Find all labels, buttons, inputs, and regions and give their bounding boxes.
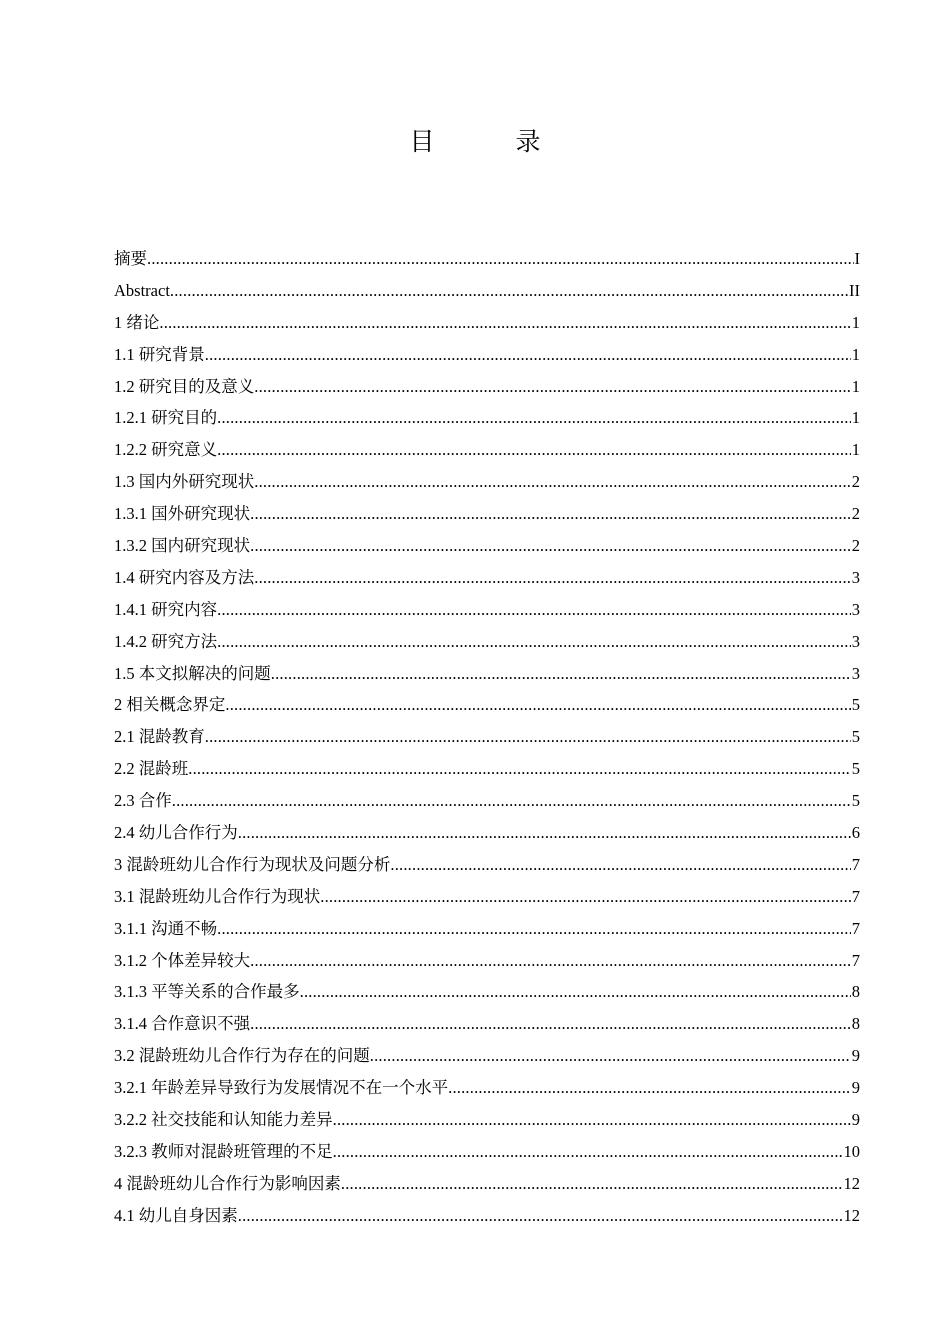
toc-dot-leader [217, 594, 851, 626]
toc-dot-leader [238, 817, 851, 849]
toc-entry-label: Abstract [114, 280, 170, 300]
toc-entry-label: 3.2 混龄班幼儿合作行为存在的问题 [114, 1046, 370, 1066]
toc-entry[interactable] [114, 1008, 860, 1040]
toc-dot-leader [250, 1008, 851, 1040]
toc-entry[interactable] [114, 721, 860, 753]
toc-dot-leader [320, 881, 851, 913]
toc-entry-page-number: 7 [851, 950, 860, 970]
toc-entry-page-number: 9 [851, 1046, 860, 1066]
toc-dot-leader [271, 658, 851, 690]
toc-dot-leader [254, 466, 851, 498]
toc-entry-label: 3.2.3 教师对混龄班管理的不足 [114, 1141, 333, 1161]
toc-entry[interactable] [114, 1104, 860, 1136]
toc-entry-label: 2.4 幼儿合作行为 [114, 823, 238, 843]
toc-entry[interactable] [114, 1136, 860, 1168]
toc-entry-page-number: 3 [851, 663, 860, 683]
toc-entry-page-number: 12 [843, 1173, 860, 1193]
toc-dot-leader [254, 562, 851, 594]
toc-dot-leader [205, 721, 851, 753]
toc-entry[interactable] [114, 243, 860, 275]
toc-entry-page-number: 1 [851, 440, 860, 460]
toc-entry-label: 1.3 国内外研究现状 [114, 472, 255, 492]
toc-entry-label: 1.2.2 研究意义 [114, 440, 218, 460]
toc-entry-label: 1.5 本文拟解决的问题 [114, 663, 271, 683]
toc-entry-page-number: 3 [851, 631, 860, 651]
toc-entry-label: 2.3 合作 [114, 791, 172, 811]
toc-entry-page-number: 7 [851, 886, 860, 906]
toc-entry-page-number: 5 [851, 791, 860, 811]
toc-entry-label: 3.1.1 沟通不畅 [114, 918, 218, 938]
toc-entry-page-number: 9 [851, 1078, 860, 1098]
toc-entry-page-number: 7 [851, 854, 860, 874]
toc-entry-page-number: 5 [851, 727, 860, 747]
toc-dot-leader [250, 530, 851, 562]
toc-entry[interactable] [114, 626, 860, 658]
toc-entry[interactable] [114, 753, 860, 785]
toc-entry-label: 1.3.2 国内研究现状 [114, 536, 251, 556]
toc-entry-page-number: 1 [851, 344, 860, 364]
toc-dot-leader [390, 849, 850, 881]
toc-entry[interactable] [114, 881, 860, 913]
toc-entry-label: 3.1.3 平等关系的合作最多 [114, 982, 300, 1002]
toc-dot-leader [159, 307, 850, 339]
toc-entry-label: 2 相关概念界定 [114, 695, 226, 715]
toc-dot-leader [250, 498, 851, 530]
toc-dot-leader [172, 785, 851, 817]
toc-entry[interactable] [114, 658, 860, 690]
toc-entry[interactable] [114, 434, 860, 466]
toc-entry-page-number: 10 [843, 1141, 860, 1161]
toc-entry-page-number: I [854, 249, 860, 268]
toc-entry-label: 2.2 混龄班 [114, 759, 189, 779]
toc-dot-leader [300, 976, 851, 1008]
toc-entry-page-number: 12 [843, 1205, 860, 1225]
toc-dot-leader [217, 913, 851, 945]
toc-entry[interactable] [114, 913, 860, 945]
toc-entry-label: 1.1 研究背景 [114, 344, 205, 364]
toc-entry-label: 1.2.1 研究目的 [114, 408, 218, 428]
toc-entry[interactable] [114, 785, 860, 817]
toc-entry-label: 2.1 混龄教育 [114, 727, 205, 747]
toc-entry[interactable] [114, 849, 860, 881]
toc-entry-label: 3.1 混龄班幼儿合作行为现状 [114, 886, 321, 906]
toc-entry-label: 1.4.2 研究方法 [114, 631, 218, 651]
toc-entry-page-number: 1 [851, 376, 860, 396]
toc-entry[interactable] [114, 1168, 860, 1200]
toc-entry-label: 1 绪论 [114, 312, 160, 332]
toc-dot-leader [370, 1040, 851, 1072]
toc-entry-label: 3.2.2 社交技能和认知能力差异 [114, 1110, 333, 1130]
toc-entry[interactable] [114, 1200, 860, 1232]
toc-dot-leader [217, 434, 851, 466]
toc-entry-page-number: 6 [851, 823, 860, 843]
table-of-contents [114, 243, 860, 1232]
toc-entry-page-number: 8 [851, 1014, 860, 1034]
toc-entry[interactable] [114, 466, 860, 498]
toc-entry[interactable] [114, 562, 860, 594]
toc-entry-label: 1.4 研究内容及方法 [114, 567, 255, 587]
toc-entry-label: 3 混龄班幼儿合作行为现状及问题分析 [114, 854, 391, 874]
toc-dot-leader [205, 339, 851, 371]
toc-entry-label: 摘要 [114, 249, 147, 268]
toc-entry-page-number: 2 [851, 536, 860, 556]
toc-dot-leader [448, 1072, 851, 1104]
toc-entry-page-number: 2 [851, 472, 860, 492]
toc-dot-leader [250, 945, 851, 977]
toc-entry[interactable] [114, 307, 860, 339]
toc-entry-page-number: 1 [851, 312, 860, 332]
toc-entry[interactable] [114, 594, 860, 626]
toc-dot-leader [217, 402, 851, 434]
toc-dot-leader [225, 689, 850, 721]
toc-entry-label: 4.1 幼儿自身因素 [114, 1205, 238, 1225]
toc-entry-label: 4 混龄班幼儿合作行为影响因素 [114, 1173, 341, 1193]
toc-entry[interactable] [114, 817, 860, 849]
toc-entry-page-number: 7 [851, 918, 860, 938]
toc-dot-leader [147, 243, 854, 275]
toc-entry[interactable] [114, 1040, 860, 1072]
toc-entry-page-number: 3 [851, 599, 860, 619]
toc-entry[interactable] [114, 689, 860, 721]
toc-entry[interactable] [114, 402, 860, 434]
toc-entry[interactable] [114, 976, 860, 1008]
toc-dot-leader [333, 1136, 843, 1168]
toc-entry[interactable] [114, 945, 860, 977]
toc-entry-page-number: II [849, 280, 860, 300]
toc-entry[interactable] [114, 498, 860, 530]
toc-entry-label: 3.1.4 合作意识不强 [114, 1014, 251, 1034]
toc-entry[interactable] [114, 275, 860, 307]
toc-entry[interactable] [114, 339, 860, 371]
toc-dot-leader [188, 753, 851, 785]
toc-dot-leader [217, 626, 851, 658]
toc-entry[interactable] [114, 1072, 860, 1104]
page-title: 目 录 [409, 127, 569, 156]
toc-dot-leader [238, 1200, 843, 1232]
toc-entry-page-number: 5 [851, 695, 860, 715]
toc-entry[interactable] [114, 371, 860, 403]
toc-entry-page-number: 5 [851, 759, 860, 779]
toc-entry-page-number: 1 [851, 408, 860, 428]
toc-entry-page-number: 3 [851, 567, 860, 587]
toc-entry-label: 3.2.1 年龄差异导致行为发展情况不在一个水平 [114, 1078, 449, 1098]
toc-entry-page-number: 9 [851, 1110, 860, 1130]
toc-dot-leader [254, 371, 851, 403]
toc-dot-leader [170, 275, 848, 307]
toc-entry-label: 3.1.2 个体差异较大 [114, 950, 251, 970]
toc-dot-leader [341, 1168, 843, 1200]
toc-entry-label: 1.4.1 研究内容 [114, 599, 218, 619]
toc-entry-label: 1.3.1 国外研究现状 [114, 504, 251, 524]
toc-entry-page-number: 2 [851, 504, 860, 524]
toc-dot-leader [333, 1104, 851, 1136]
toc-entry-page-number: 8 [851, 982, 860, 1002]
toc-entry-label: 1.2 研究目的及意义 [114, 376, 255, 396]
toc-entry[interactable] [114, 530, 860, 562]
